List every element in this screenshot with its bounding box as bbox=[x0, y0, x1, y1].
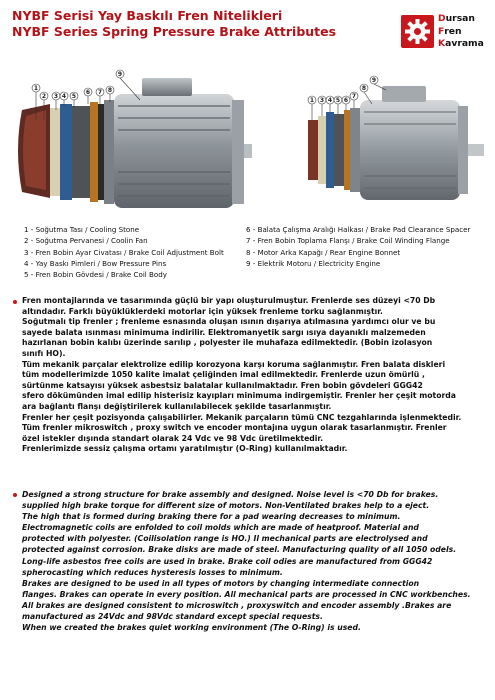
page-title-tr: NYBF Serisi Yay Baskılı Fren Nitelikleri bbox=[12, 8, 283, 23]
svg-text:4: 4 bbox=[327, 97, 333, 104]
brake-motor-cutaway-image bbox=[10, 60, 252, 218]
legend-item: 9 - Elektrik Motoru / Electricity Engine bbox=[246, 258, 381, 268]
svg-text:4: 4 bbox=[61, 93, 67, 100]
parts-legend-left bbox=[24, 224, 224, 280]
svg-text:5: 5 bbox=[335, 97, 341, 104]
page-title-en: NYBF Series Spring Pressure Brake Attributes bbox=[12, 24, 337, 39]
legend-item: 2 - Soğutma Pervanesi / Coolin Fan bbox=[24, 236, 148, 246]
logo-wordmark: Dursan Fren Kavrama bbox=[438, 13, 484, 49]
svg-text:6: 6 bbox=[85, 89, 91, 96]
legend-item: 8 - Motor Arka Kapağı / Rear Engine Bonnet bbox=[246, 247, 401, 257]
description-english: Designed a strong structure for brake assembly and designed. Noise level is <70 Db for brakes. supplied high brake torque for different size of motors. Non-Ventilated brakes help to a eject. The high that is formed during braking there for a pad wearing decreases to minimum. Electromagnetic coils are enfolded to coil molds which are made of heatproof. Material and protected with polyester. (Coilisolation range is HO.) Il mechanical parts are electrolysed and protected against corrosion. Brake disks are made of steel. Manufacturing quality of all 1050 odels. Long-life asbestos free coils are used in brake. Brake coil odies are manufactured from GGG42 spherocasting which reduces hysteresis losses to minimum. Brakes are designed to be used in all types of motors by changing intermediate connection flanges. Brakes can operate in every position. All mechanical parts are processed in CNC workbenches. All brakes are designed consistent to microswitch , proxyswitch and encoder assembly .Brakes are manufactured as 24Vdc and 98Vdc standard except special requests. When we created the brakes quiet working environment (The O-Ring) is used. bbox=[22, 490, 471, 633]
svg-text:3: 3 bbox=[53, 93, 59, 100]
svg-text:9: 9 bbox=[117, 71, 123, 78]
svg-text:3: 3 bbox=[319, 97, 325, 104]
company-logo bbox=[401, 10, 485, 56]
bullet-icon bbox=[13, 300, 17, 304]
svg-text:9: 9 bbox=[371, 77, 377, 84]
svg-text:8: 8 bbox=[361, 85, 367, 92]
legend-item: 5 - Fren Bobin Gövdesi / Brake Coil Body bbox=[24, 270, 167, 280]
description-turkish: Fren montajlarında ve tasarımında güçlü bir yapı oluşturulmuştur. Frenlerde ses düzeyi <70 Db altındadır. Farklı büyüklüklerdeki motorlar için yüksek frenleme torku sağlanmıştır. Soğutmalı tip frenler ; frenleme esnasında oluşan ısının dışarıya atılmasına yardımcı olur ve bu sayede balata ısınması minimuma indirilir. Elektromanyetik sargı ısıya dayanıklı malzemeden hazırlanan bobin kalıbı üzerinde sarılıp , polyester ile muhafaza edilmektedir. (Bobin izolasyon sınıfı HO). Tüm mekanik parçalar elektrolize edilip korozyona karşı koruma sağlanmıştır. Fren balata diskleri tüm modellerimizde 1050 kalite imalat çeliğinden imal edilmektedir. Frenlerde uzun ömürlü , sürtünme katsayısı yüksek asbestsiz balatalar kullanılmaktadır. Fren bobin gövdeleri GGG42 sfero dökümünden imal edilip histerisiz kayıpları minimuma indirgemiştir. Frenler her çeşit motorda ara bağlantı flanşı değiştirilerek kullanılabilecek şekilde tasarlanmıştır. Frenler her çeşit pozisyonda çalışabilirler. Mekanik parçaların tümü CNC tezgahlarında işlenmektedir. Tüm frenler mikroswitch , proxy switch ve encoder montajına uygun olarak tasarlanmıştır. Frenler özel istekler dışında standart olarak 24 Vdc ve 98 Vdc üretilmektedir. Frenlerimizde sessiz çalışma ortamı yaratılmıştır (O-Ring) kullanılmaktadır. bbox=[22, 296, 462, 454]
svg-text:2: 2 bbox=[41, 93, 47, 100]
gear-icon bbox=[401, 15, 434, 48]
svg-text:1: 1 bbox=[33, 85, 39, 92]
svg-text:1: 1 bbox=[309, 97, 315, 104]
legend-item: 1 - Soğutma Tası / Cooling Stone bbox=[24, 225, 140, 234]
legend-item: 7 - Fren Bobin Toplama Flanşı / Brake Coil Winding Flange bbox=[246, 236, 450, 246]
legend-item: 6 - Balata Çalışma Aralığı Halkası / Brake Pad Clearance Spacer bbox=[246, 225, 471, 234]
legend-item: 3 - Fren Bobin Ayar Civatası / Brake Coil Adjustment Bolt bbox=[24, 247, 224, 257]
svg-text:6: 6 bbox=[343, 97, 349, 104]
bullet-icon bbox=[13, 493, 17, 497]
svg-text:7: 7 bbox=[351, 93, 357, 100]
legend-item: 4 - Yay Baskı Pimleri / Bow Pressure Pins bbox=[24, 258, 167, 268]
svg-text:5: 5 bbox=[71, 93, 77, 100]
svg-text:8: 8 bbox=[107, 87, 113, 94]
brake-motor-assembled-image bbox=[292, 60, 488, 218]
svg-text:7: 7 bbox=[97, 89, 103, 96]
parts-legend-right bbox=[246, 224, 470, 269]
